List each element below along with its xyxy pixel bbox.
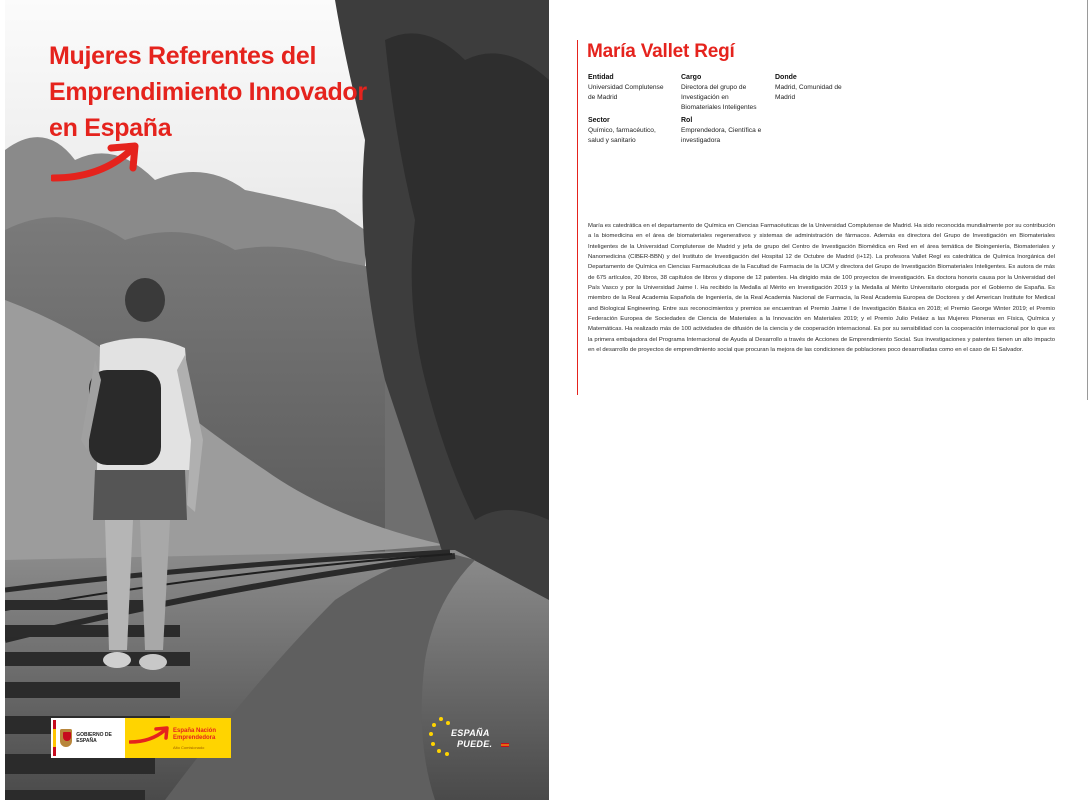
espana-nacion-text — [173, 728, 216, 742]
espana-nacion-logo — [125, 718, 231, 758]
cover-page — [5, 0, 549, 800]
coat-of-arms-icon — [60, 729, 72, 747]
gobierno-logo — [51, 718, 125, 758]
entidad-label: Entidad — [588, 74, 614, 81]
red-vertical-rule — [577, 40, 578, 395]
spain-flag-icon — [53, 720, 56, 756]
alto-comisionado-text: Alto Comisionado — [173, 745, 205, 750]
profile-page — [560, 0, 1089, 800]
field-cargo — [681, 73, 767, 113]
gobierno-text: GOBIERNO DE ESPAÑA — [76, 732, 112, 744]
red-arrow-icon — [51, 142, 143, 186]
government-logo-strip — [51, 718, 231, 758]
entidad-value: Universidad Complutense de Madrid — [588, 84, 664, 101]
red-arrow-small-icon — [129, 726, 171, 746]
espana-puede-logo — [425, 714, 515, 760]
field-donde — [775, 73, 855, 103]
spain-flag-small-icon — [501, 743, 509, 747]
cover-title-line-1: Mujeres Referentes del — [49, 42, 317, 70]
rol-value: Emprendedora, Científica e investigadora — [681, 127, 762, 144]
donde-value: Madrid, Comunidad de Madrid — [775, 84, 842, 101]
field-sector — [588, 116, 672, 146]
nation-line-1: España Nación — [173, 728, 217, 734]
donde-label: Donde — [775, 74, 797, 81]
nation-line-2: Emprendedora — [173, 735, 216, 741]
cargo-label: Cargo — [681, 74, 702, 81]
espana-puede-line-1: ESPAÑA — [451, 728, 490, 738]
sector-label: Sector — [588, 117, 610, 124]
biography-text: María es catedrática en el departamento de Química en Ciencias Farmacéuticas de la Universidad Complutense de Madrid. Ha sido reconocida mundialmente por su contribución a la biomedicina en el área de biomateriales regenerativos y sistemas de administración de fármacos. Además es directora del Grupo de Investigación en Biomateriales Inteligentes de la Universidad Complutense de Madrid y jefa de grupo del Centro de Investigación Biomédica en Red en el área temática de Bioingeniería, Biomateriales y Nanomedicina (CIBER-BBN) y del Instituto de Investigación del Hospital 12 de Octubre de Madrid (i+12). La profesora Vallet Regí es catedrática de Química Inorgánica del Departamento de Química en Ciencias Farmacéuticas de la Facultad de Farmacia de la UCM y directora del Grupo de Investigación Biomateriales Inteligentes. Es autora de más de 675 artículos, 20 libros, 38 capítulos de libros y dispone de 12 patentes. Ha dirigido más de 100 proyectos de investigación. Es doctora honoris causa por la Universidad del País Vasco y por la Universidad Jaime I. Ha recibido la Medalla al Mérito en Investigación 2019 y la Medalla al Mérito Universitario otorgada por el Gobierno de España. Es miembro de la Real Academia Española de Ingeniería, de la Real Academia Nacional de Farmacia, la Real Academia Europea de Doctores y del American Institute for Medical and Biological Engineering. Entre sus reconocimientos y premios se encuentran el Premio Jaime I de Investigación Básica en 2018; el Premio George Winter 2019; el Premio Federación Europea de Sociedades de Ciencia de Materiales a la Innovación en Materiales 2019; y el Premio Julio Peláez a las Mujeres Pioneras en Física, Química y Matemáticas. Ha realizado más de 100 actividades de difusión de la ciencia y de cooperación internacional. Es por su sensibilidad con la cooperación internacional por lo que es la primera embajadora del Programa Internacional de Ayuda al Desarrollo a través de Acciones de Emprendimiento Social. Sus investigaciones y patentes tienen un alto impacto en el desarrollo de proyectos de emprendimiento social que procuran la mejora de las condiciones de poblaciones poco desarrolladas como en el caso de El Salvador. — [588, 223, 1055, 354]
rol-label: Rol — [681, 117, 693, 124]
cover-title-line-2: Emprendimiento Innovador — [49, 78, 367, 106]
espana-puede-line-2: PUEDE. — [457, 739, 493, 749]
field-rol — [681, 116, 773, 146]
cargo-value: Directora del grupo de Investigación en Biomateriales Inteligentes — [681, 84, 757, 111]
cover-title — [49, 38, 367, 146]
person-name: María Vallet Regí — [587, 41, 735, 62]
sector-value: Químico, farmacéutico, salud y sanitario — [588, 127, 656, 144]
field-entidad — [588, 73, 672, 103]
page-edge-divider — [1087, 0, 1088, 400]
cover-title-line-3: en España — [49, 114, 172, 142]
